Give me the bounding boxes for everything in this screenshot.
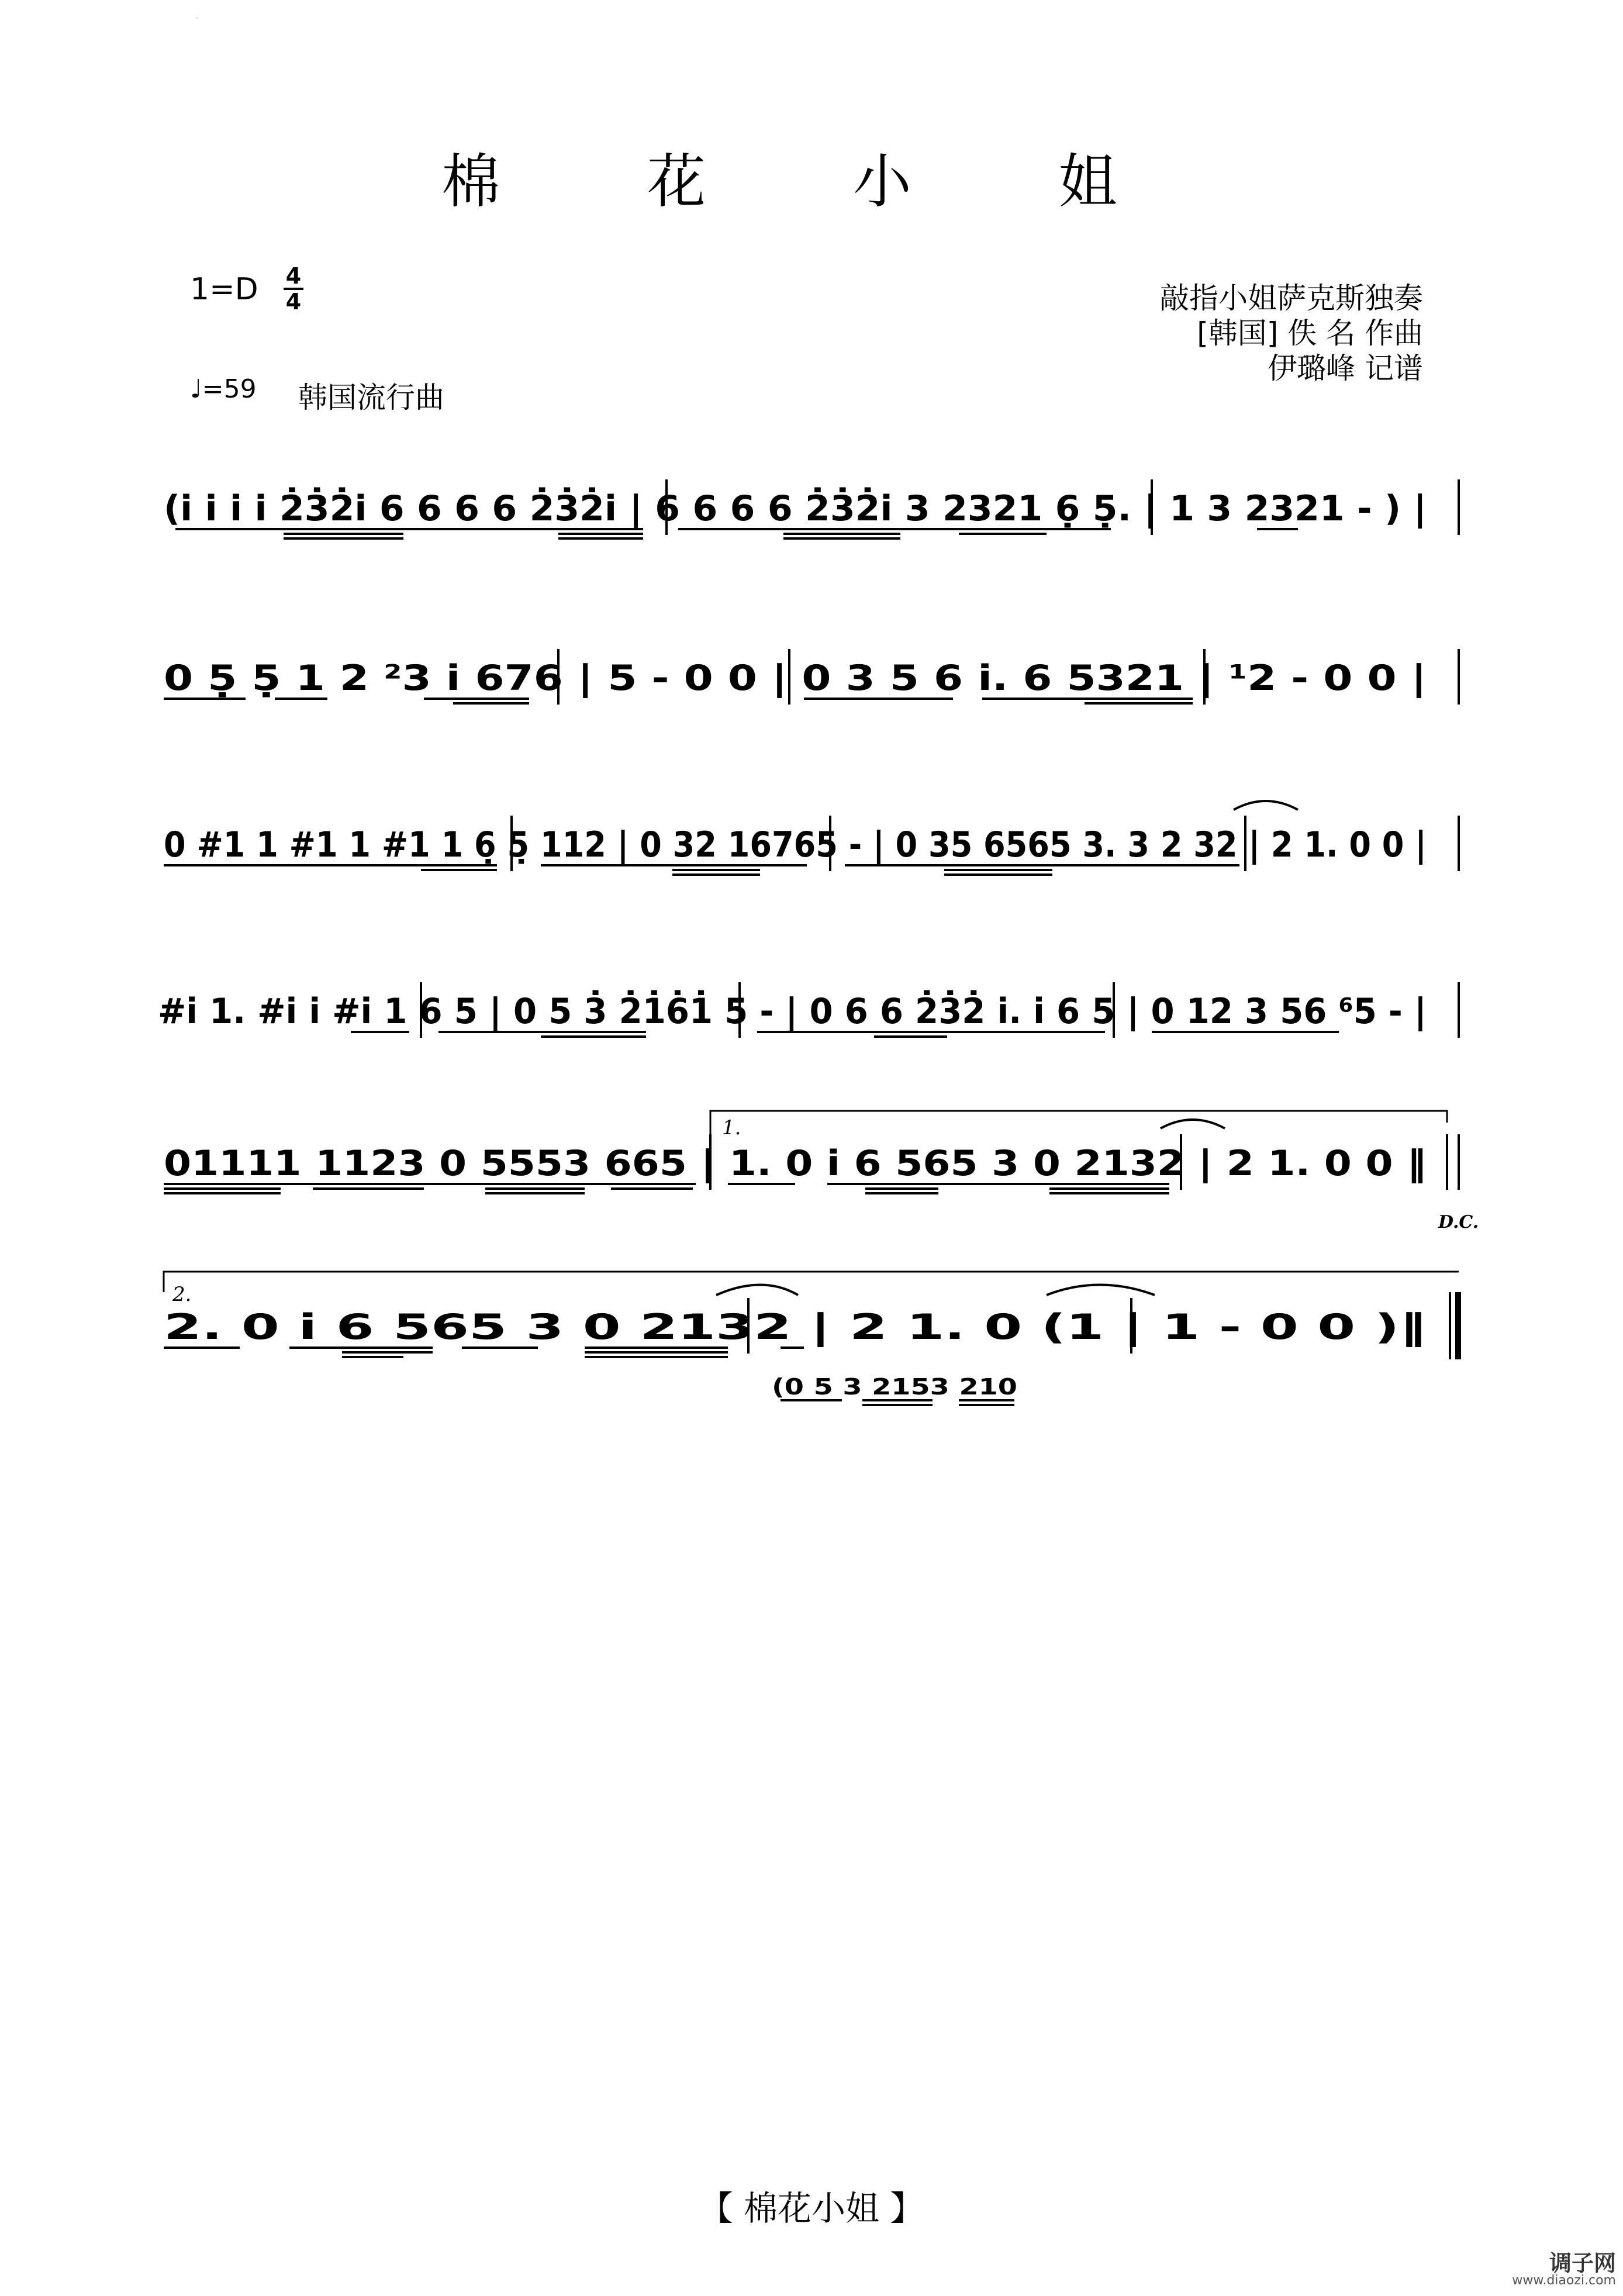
time-signature-numerator: 4 <box>285 263 302 289</box>
credit-composer: [韩国] 佚 名 作曲 <box>1197 316 1423 350</box>
score-line-5-text: 01111 1123 0 5553 665 | 1. 0 i̇ 6 565 3 0 2132 | 2 1. 0 0 ‖ <box>164 1143 1427 1184</box>
lower-line-text: (0 5 3 2153 210 <box>772 1374 1017 1400</box>
page-title: 棉 花 小 姐 <box>441 147 1182 216</box>
watermark-logo: 调子网 <box>1549 2250 1616 2276</box>
style-label: 韩国流行曲 <box>298 381 444 415</box>
score-line-1-text: (i̇ i̇ i̇ i̇ 2̇3̇2̇i̇ 6 6 6 6 2̇3̇2̇i̇ | 6 6 6 6 2̇3̇2̇i̇ 3 2321 6̣ 5̣. | 1 3 2321 - ) | <box>164 488 1396 529</box>
key-signature: 1=D <box>190 272 258 307</box>
time-signature <box>284 264 303 313</box>
stray-mark: · <box>196 14 198 22</box>
dc-mark: D.C. <box>1438 1212 1479 1232</box>
time-signature-denominator: 4 <box>284 288 303 313</box>
credit-transcriber: 伊璐峰 记谱 <box>1268 351 1423 385</box>
volta-1-label: 1. <box>722 1116 741 1140</box>
tempo-marking: ♩=59 <box>190 374 257 404</box>
footer-title: 【 棉花小姐 】 <box>699 2188 924 2228</box>
credit-performer: 敲指小姐萨克斯独奏 <box>1160 281 1423 315</box>
score-line-3-text: 0 #1 1 #1 1 #1 1 6̣ 5̣ 112 | 0 32 16765 - | 0 35 6565 3. 3 2 32 | 2 1. 0 0 | <box>164 824 1427 865</box>
volta-2-label: 2. <box>172 1283 192 1306</box>
watermark-url: www.diaozi.com <box>1512 2273 1616 2288</box>
score-line-4-text: #i̇ 1. #i̇ i̇ #i̇ 1 6 5 | 0 5 3̇ 2̇1̇6̇1̇ 5 - | 0 6 6 2̇3̇2̇ i̇. i̇ 6 5 | 0 12 3 56 ⁶5 - | <box>158 991 1479 1032</box>
score-line-6-text: 2. 0 i̇ 6 565 3 0 2132 | 2 1. 0 (1 | 1 - 0 0 )‖ <box>164 1307 1427 1348</box>
score-line-2-text: 0 5̣ 5̣ 1 2 ²3 i̇ 676 | 5 - 0 0 | 0 3 5 6 i̇. 6 5321 | ¹2 - 0 0 | <box>164 658 1427 699</box>
